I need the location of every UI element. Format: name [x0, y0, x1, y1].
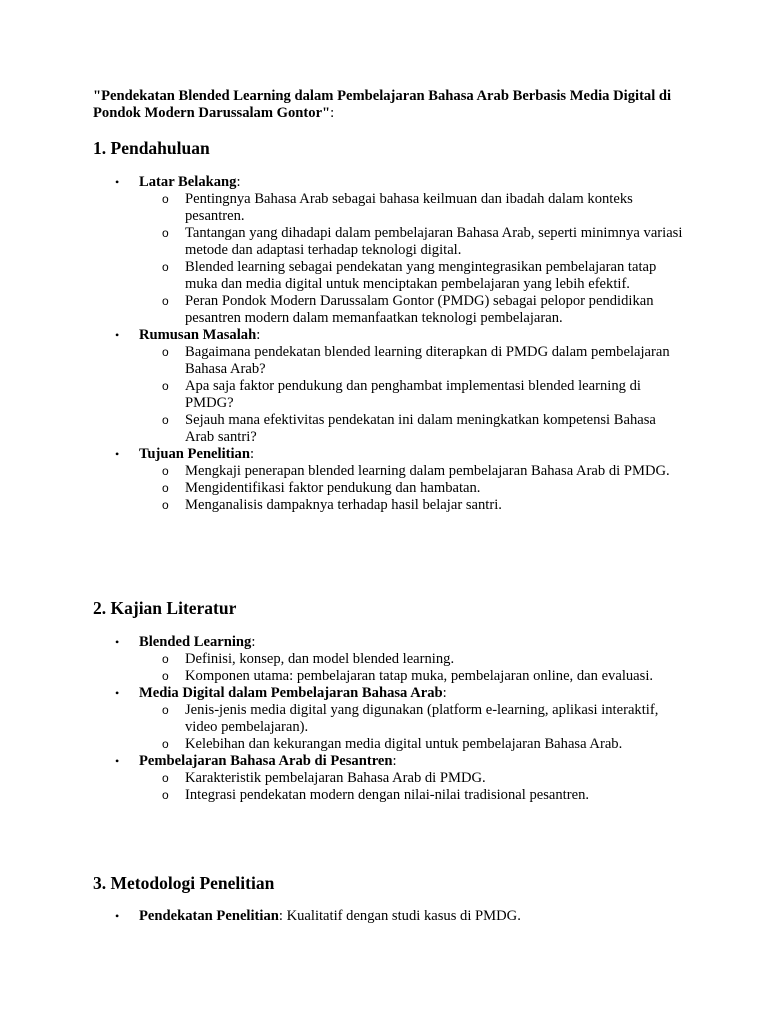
sub-item: [93, 378, 693, 412]
item-colon: :: [256, 327, 261, 343]
list-item-media-digital: [93, 685, 693, 702]
sub-item: [93, 480, 693, 497]
bullet-icon: •: [115, 447, 120, 461]
item-colon: :: [236, 174, 241, 190]
sub-item: [93, 225, 693, 259]
sub-item-text: Mengidentifikasi faktor pendukung dan hambatan.: [185, 480, 481, 496]
sub-item: [93, 344, 693, 378]
circle-bullet-icon: o: [162, 703, 169, 717]
sub-item: [93, 668, 693, 685]
sub-item-text: Tantangan yang dihadapi dalam pembelajaran Bahasa Arab, seperti minimnya variasi metode dan adaptasi terhadap teknologi digital.: [185, 225, 683, 258]
sub-item: [93, 463, 693, 480]
sub-item: [93, 702, 693, 736]
bullet-icon: •: [115, 754, 120, 768]
sub-item-text: Pentingnya Bahasa Arab sebagai bahasa keilmuan dan ibadah dalam konteks pesantren.: [185, 191, 633, 224]
circle-bullet-icon: o: [162, 226, 169, 240]
bullet-icon: •: [115, 686, 120, 700]
circle-bullet-icon: o: [162, 737, 169, 751]
bullet-icon: •: [115, 909, 120, 923]
circle-bullet-icon: o: [162, 192, 169, 206]
circle-bullet-icon: o: [162, 260, 169, 274]
section-heading-pendahuluan: 1. Pendahuluan: [93, 138, 210, 158]
sub-item-text: Menganalisis dampaknya terhadap hasil belajar santri.: [185, 497, 502, 513]
list-item-rumusan-masalah: [93, 327, 693, 344]
sub-item-text: Peran Pondok Modern Darussalam Gontor (PMDG) sebagai pelopor pendidikan pesantren modern dalam memanfaatkan teknologi pembelajaran.: [185, 293, 654, 326]
circle-bullet-icon: o: [162, 481, 169, 495]
bullet-icon: •: [115, 328, 120, 342]
item-colon: :: [249, 446, 255, 462]
document-title: [93, 88, 693, 122]
document-title-text: "Pendekatan Blended Learning dalam Pembelajaran Bahasa Arab Berbasis Media Digital di Pondok Modern Darussalam Gontor": [93, 88, 672, 121]
circle-bullet-icon: o: [162, 498, 169, 512]
circle-bullet-icon: o: [162, 345, 169, 359]
sub-item: [93, 770, 693, 787]
item-text: Kualitatif dengan studi kasus di PMDG.: [282, 908, 521, 924]
section-metodologi: [93, 908, 693, 925]
sub-item: [93, 191, 693, 225]
item-label: Tujuan Penelitian: [139, 446, 250, 462]
section-heading-metodologi: 3. Metodologi Penelitian: [93, 873, 275, 893]
circle-bullet-icon: o: [162, 771, 169, 785]
sub-item: [93, 293, 693, 327]
section-kajian-literatur: [93, 634, 693, 804]
bullet-icon: •: [115, 175, 120, 189]
list-item-latar-belakang: [93, 174, 693, 191]
sub-item-text: Integrasi pendekatan modern dengan nilai-nilai tradisional pesantren.: [185, 787, 590, 803]
item-label: Media Digital dalam Pembelajaran Bahasa Arab: [139, 685, 443, 701]
item-label: Rumusan Masalah: [139, 327, 257, 343]
sub-item-text: Kelebihan dan kekurangan media digital untuk pembelajaran Bahasa Arab.: [185, 736, 623, 752]
item-colon: :: [442, 685, 447, 701]
item-colon: :: [251, 634, 256, 650]
sub-item: [93, 787, 693, 804]
circle-bullet-icon: o: [162, 652, 169, 666]
section-pendahuluan: [93, 174, 693, 514]
list-item-blended-learning: [93, 634, 693, 651]
sub-item-text: Definisi, konsep, dan model blended learning.: [185, 651, 455, 667]
sub-item: [93, 412, 693, 446]
sub-item-text: Karakteristik pembelajaran Bahasa Arab di PMDG.: [185, 770, 486, 786]
sub-item-text: Bagaimana pendekatan blended learning diterapkan di PMDG dalam pembelajaran Bahasa Arab?: [185, 344, 670, 377]
sub-item: [93, 651, 693, 668]
sub-item-text: Mengkaji penerapan blended learning dalam pembelajaran Bahasa Arab di PMDG.: [185, 463, 670, 479]
sub-item-text: Blended learning sebagai pendekatan yang mengintegrasikan pembelajaran tatap muka dan media digital untuk menciptakan pembelajaran yang lebih efektif.: [185, 259, 657, 292]
circle-bullet-icon: o: [162, 669, 169, 683]
sub-item: [93, 736, 693, 753]
item-colon: :: [278, 908, 283, 924]
circle-bullet-icon: o: [162, 464, 169, 478]
sub-item-text: Sejauh mana efektivitas pendekatan ini dalam meningkatkan kompetensi Bahasa Arab santri?: [185, 412, 656, 445]
sub-item-text: Jenis-jenis media digital yang digunakan (platform e-learning, aplikasi interaktif, video pembelajaran).: [185, 702, 659, 735]
document-title-colon: :: [330, 105, 335, 121]
circle-bullet-icon: o: [162, 788, 169, 802]
list-item-tujuan-penelitian: [93, 446, 693, 463]
sub-item: [93, 259, 693, 293]
section-heading-kajian-literatur: 2. Kajian Literatur: [93, 598, 237, 618]
item-colon: :: [392, 753, 397, 769]
circle-bullet-icon: o: [162, 413, 169, 427]
sub-item-text: Apa saja faktor pendukung dan penghambat implementasi blended learning di PMDG?: [185, 378, 641, 411]
sub-item: [93, 497, 693, 514]
item-label: Blended Learning: [139, 634, 252, 650]
item-label: Pendekatan Penelitian: [139, 908, 279, 924]
circle-bullet-icon: o: [162, 379, 169, 393]
bullet-icon: •: [115, 635, 120, 649]
list-item-pembelajaran-pesantren: [93, 753, 693, 770]
item-label: Pembelajaran Bahasa Arab di Pesantren: [139, 753, 393, 769]
sub-item-text: Komponen utama: pembelajaran tatap muka, pembelajaran online, dan evaluasi.: [185, 668, 654, 684]
circle-bullet-icon: o: [162, 294, 169, 308]
list-item-pendekatan-penelitian: [93, 908, 693, 925]
item-label: Latar Belakang: [139, 174, 237, 190]
